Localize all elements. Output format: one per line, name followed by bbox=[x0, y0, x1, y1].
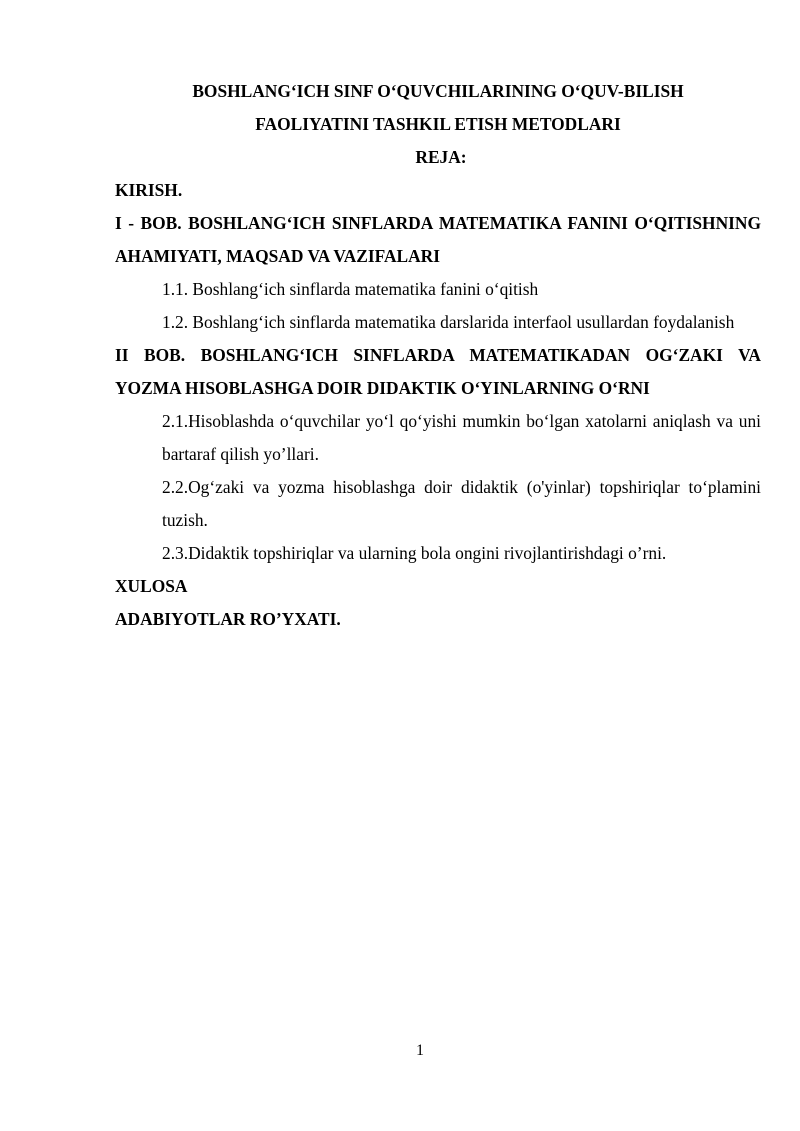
document-content bbox=[115, 75, 761, 636]
section-1-1: 1.1. Boshlang‘ich sinflarda matematika fanini o‘qitish bbox=[162, 279, 539, 299]
chapter-2-title: II BOB. BOSHLANG‘ICH SINFLARDA MATEMATIKADAN OG‘ZAKI VA YOZMA HISOBLASHGA DOIR DIDAKTIK O‘YINLARNING O‘RNI bbox=[115, 345, 761, 398]
chapter-1-title: I - BOB. BOSHLANG‘ICH SINFLARDA MATEMATIKA FANINI O‘QITISHNING AHAMIYATI, MAQSAD VA VAZIFALARI bbox=[115, 213, 761, 266]
references-heading: ADABIYOTLAR RO’YXATI. bbox=[115, 609, 341, 629]
intro-heading: KIRISH. bbox=[115, 180, 183, 200]
page-number: 1 bbox=[416, 1042, 424, 1059]
document-title-line-2: FAOLIYATINI TASHKIL ETISH METODLARI bbox=[255, 114, 621, 134]
section-2-2: 2.2.Og‘zaki va yozma hisoblashga doir didaktik (o'yinlar) topshiriqlar to‘plamini tuzish. bbox=[162, 477, 761, 530]
section-1-2: 1.2. Boshlang‘ich sinflarda matematika darslarida interfaol usullardan foydalanish bbox=[162, 312, 735, 332]
plan-label: REJA: bbox=[415, 147, 467, 167]
conclusion-heading: XULOSA bbox=[115, 576, 188, 596]
section-2-1: 2.1.Hisoblashda o‘quvchilar yo‘l qo‘yishi mumkin bo‘lgan xatolarni aniqlash va uni bartaraf qilish yo’llari. bbox=[162, 411, 761, 464]
section-2-3: 2.3.Didaktik topshiriqlar va ularning bola ongini rivojlantirishdagi o’rni. bbox=[162, 543, 667, 563]
document-title-line-1: BOSHLANG‘ICH SINF O‘QUVCHILARINING O‘QUV-BILISH bbox=[192, 81, 684, 101]
